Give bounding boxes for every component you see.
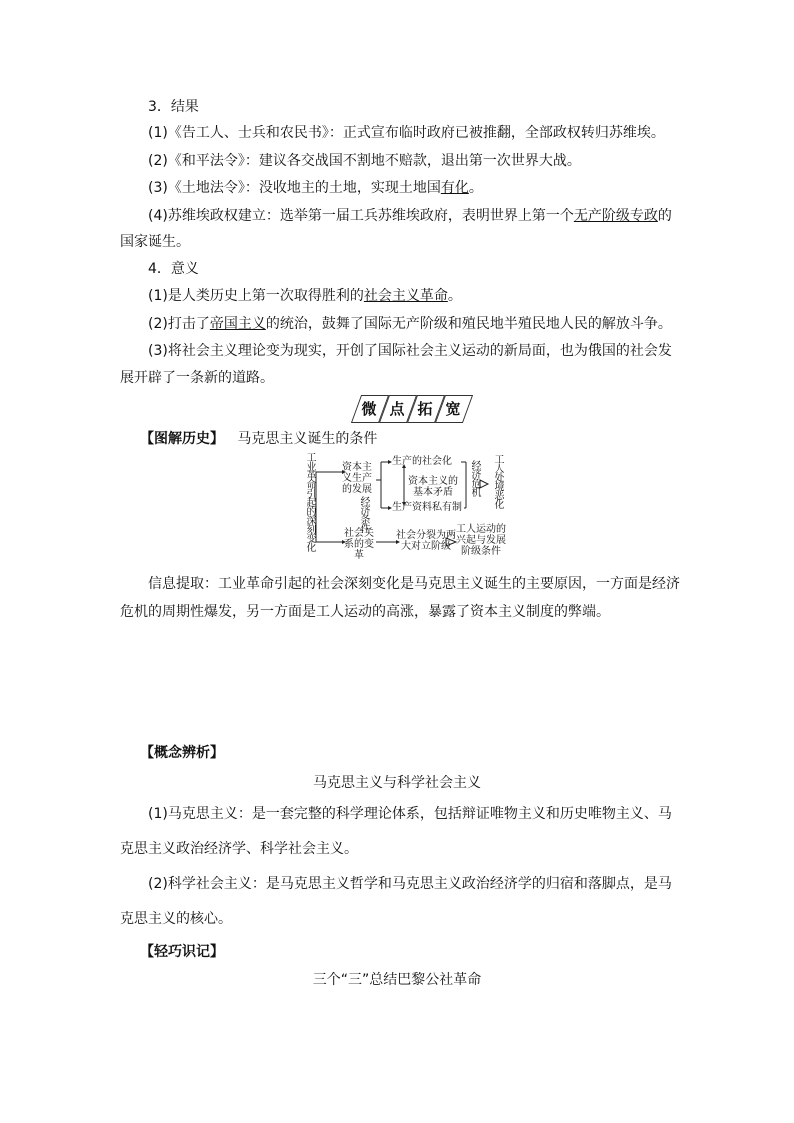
concept-item2-line2: 克思主义的核心。 (120, 911, 232, 927)
diagram-capitalist-dev: 资本主 义生产 的发展 (342, 462, 372, 495)
diagram-left-vertical: 工业革命引起的深刻变化 (304, 452, 315, 551)
result-item-3-underline: 有化 (440, 180, 469, 196)
concept-item2-line1: (2)科学社会主义：是马克思主义哲学和马克思主义政治经济学的归宿和落脚点，是马 (148, 876, 672, 892)
banner-char: 微 (361, 400, 377, 418)
result-item-4 (148, 205, 708, 227)
diagram-class-split: 社会分裂为两 大对立阶级 (396, 530, 456, 552)
diagram-title: 马克思主义诞生的条件 (237, 431, 378, 447)
meaning-item-1 (148, 285, 708, 307)
info-line2: 危机的周期性爆发，另一方面是工人运动的高涨，暴露了资本主义制度的弊端。 (120, 604, 610, 620)
result-item-3 (148, 177, 708, 199)
diagram-worker-movement: 工人运动的 兴起与发展 阶级条件 (456, 524, 506, 557)
meaning-item-2-end: 的统治，鼓舞了国际无产阶级和殖民地半殖民地人民的解放斗争。 (265, 316, 672, 332)
section-banner (352, 395, 472, 425)
result-item-4-text: (4)苏维埃政权建立：选举第一届工兵苏维埃政府，表明世界上第一个 (148, 208, 574, 224)
concept-title: 马克思主义与科学社会主义 (313, 775, 481, 791)
result-item-4-end: 的 (657, 208, 672, 224)
diagram-worker-condition: 工人处境恶化 (492, 454, 503, 508)
banner-char: 拓 (417, 400, 433, 418)
diagram-label: 【图解历史】 (140, 431, 224, 447)
diagram-economic-crisis: 经济危机 (469, 460, 480, 496)
meaning-item-1-end: 。 (447, 288, 462, 304)
concept-item1-line2: 克思主义政治经济学、科学社会主义。 (120, 841, 358, 857)
meaning-item-3-line2: 展开辟了一条新的道路。 (120, 370, 274, 386)
meaning-item-2-text: (2)打击了 (148, 316, 210, 332)
memory-label: 【轻巧识记】 (140, 944, 224, 960)
banner-char: 点 (389, 400, 405, 418)
diagram-heading (140, 428, 700, 450)
diagram-social-change: 社会关 系的变 革 (344, 528, 374, 561)
diagram-private-ownership: 生产资料私有制 (392, 502, 462, 513)
meaning-item-3-line1: (3)将社会主义理论变为现实，开创了国际社会主义运动的新局面，也为俄国的社会发 (148, 343, 672, 359)
info-line1: 信息提取：工业革命引起的社会深刻变化是马克思主义诞生的主要原因，一方面是经济 (148, 576, 680, 592)
result-item-4-line2: 国家诞生。 (120, 234, 190, 250)
result-item-1: (1)《告工人、士兵和农民书》：正式宣布临时政府已被推翻，全部政权转归苏维埃。 (148, 125, 665, 141)
diagram-basic-contradiction: 资本主义的 基本矛盾 (408, 476, 458, 498)
concept-item1-line1: (1)马克思主义：是一套完整的科学理论体系，包括辩证唯物主义和历史唯物主义、马 (148, 806, 672, 822)
result-item-3-end: 。 (468, 180, 483, 196)
result-heading: 3．结果 (148, 99, 199, 115)
concept-label: 【概念辨析】 (140, 745, 224, 761)
banner-char: 宽 (445, 400, 461, 418)
meaning-item-1-underline: 社会主义革命 (363, 288, 448, 304)
result-item-3-text: (3)《土地法令》：没收地主的土地，实现土地国 (148, 180, 441, 196)
memory-title: 三个“三”总结巴黎公社革命 (312, 972, 482, 988)
result-item-4-underline: 无产阶级专政 (573, 208, 658, 224)
diagram-econ-condition: 经济条件 (358, 496, 369, 532)
meaning-item-1-text: (1)是人类历史上第一次取得胜利的 (148, 288, 364, 304)
meaning-item-2-underline: 帝国主义 (209, 316, 266, 332)
flow-diagram (296, 450, 516, 562)
meaning-item-2 (148, 313, 708, 335)
meaning-heading: 4．意义 (148, 261, 199, 277)
result-item-2: (2)《和平法令》：建议各交战国不割地不赔款，退出第一次世界大战。 (148, 153, 581, 169)
diagram-socialization: 生产的社会化 (392, 456, 452, 467)
